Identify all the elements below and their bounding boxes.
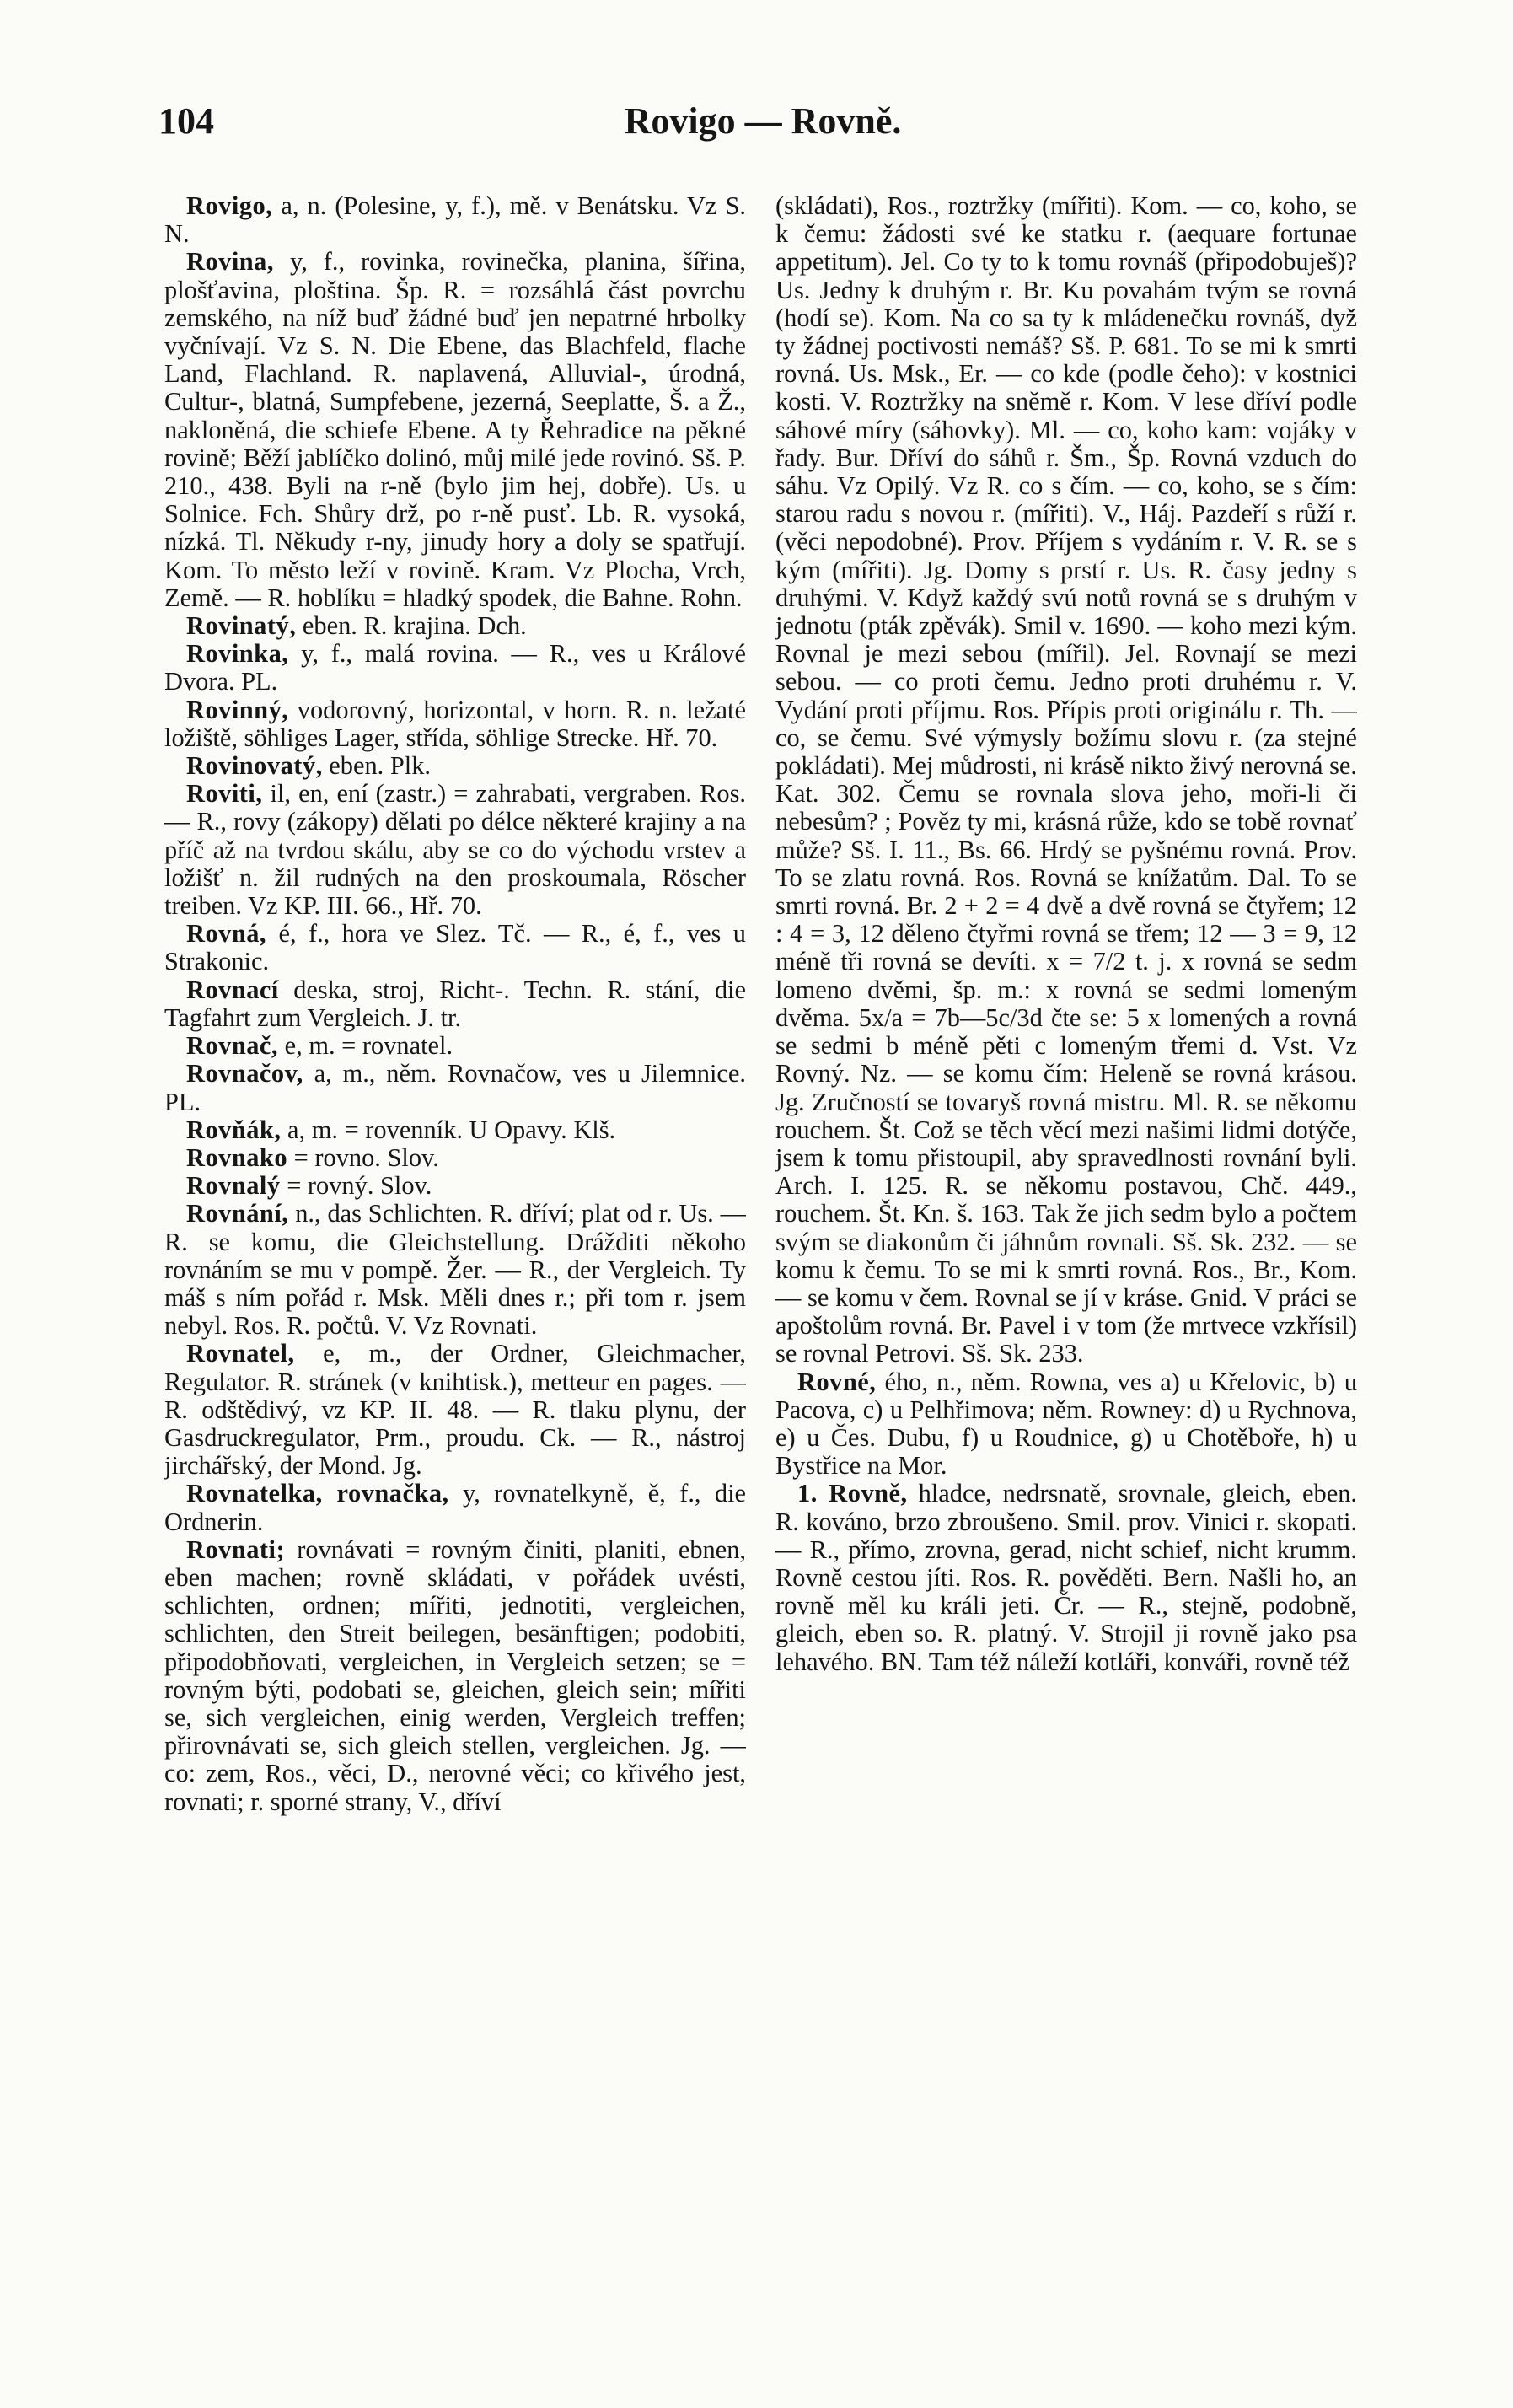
entry-headword: Rovnatelka, rovnačka,	[186, 1479, 449, 1508]
entry-text: (skládati), Ros., roztržky (mířiti). Kom. — co, koho, se k čemu: žádosti své ke statku r. (aequare fortunae appetitum). Jel. Co ty to k tomu rovnáš (připodobuješ)? Us. Jedny k druhým r. Br. Ku povahám tvým se rovná (hodí se). Kom. Na co sa ty k mládenečku rovnáš, dyž ty žádnej poctivosti nemáš? Sš. P. 681. To se mi k smrti rovná. Us. Msk., Er. — co kde (podle čeho): v kostnici kosti. V. Roztržky na sněmě r. Kom. V lese dříví podle sáhové míry (sáhovky). Ml. — co, koho kam: vojáky v řady. Bur. Dříví do sáhů r. Šm., Šp. Rovná vzduch do sáhu. Vz Opilý. Vz R. co s čím. — co, koho, se s čím: starou radu s novou r. (mířiti). V., Háj. Pazdeří s růží r. (věci nepodobné). Prov. Příjem s vydáním r. V. R. se s kým (mířiti). Jg. Domy s prstí r. Us. R. časy jedny s druhými. V. Když každý svú notů rovná se s druhým v jednotu (pták zpěvák). Smil v. 1690. — koho mezi kým. Rovnal je mezi sebou (mířil). Jel. Rovnají se mezi sebou. — co proti čemu. Jedno proti druhému r. V. Vydání proti příjmu. Ros. Přípis proti originálu r. Th. — co, se čemu. Své výmysly božímu slovu r. (za stejné pokládati). Mej můdrosti, ni krásě nikto živý nerovná se. Kat. 302. Čemu se rovnala slova jeho, moři-li či nebesům? ; Pověz ty mi, krásná růže, kdo se tobě rovnať může? Sš. I. 11., Bs. 66. Hrdý se pyšnému rovná. Prov. To se zlatu rovná. Ros. Rovná se knížatům. Dal. To se smrti rovná. Br. 2 + 2 = 4 dvě a dvě rovná se čtyřem; 12 : 4 = 3, 12 děleno čtyřmi rovná se třem; 12 — 3 = 9, 12 méně tři rovná se devíti. x = 7/2 t. j. x rovná se sedm lomeno dvěmi, šp. m.: x rovná se sedmi lomeným dvěma. 5x/a = 7b—5c/3d čte se: 5 x lomených a rovná se sedmi b méně pěti c lomeným třemi d. Vst. Vz Rovný. Nz. — se komu čím: Heleně se rovná krásou. Jg. Zručností se tovaryš rovná mistru. Ml. R. se někomu rouchem. Št. Což se těch věcí mezi našimi lidmi dotýče, jsem k tomu přistoupil, aby spravedlnosti rovnání byli. Arch. I. 125. R. se někomu postavou, Chč. 449., rouchem. Št. Kn. š. 163. Tak že jich sedm bylo a počtem svým se diakonům či jáhnům rovnali. Sš. Sk. 232. — se komu k čemu. To se mi k smrti rovná. Ros., Br., Kom. — se komu v čem. Rovnal se jí v kráse. Gnid. V práci se apoštolům rovná. Br. Pavel i v tom (že mrtvece vzkřísil) se rovnal Petrovi. Sš. Sk. 233.	[775, 192, 1357, 1368]
entry-headword: Rovnako	[186, 1142, 288, 1172]
entry-text: eben. Plk.	[329, 751, 431, 781]
entry-text: a, n. (Polesine, y, f.), mě. v Benátsku. Vz S. N.	[164, 192, 746, 249]
dictionary-entry	[164, 1060, 746, 1115]
dictionary-entry	[164, 696, 746, 752]
dictionary-entry	[164, 780, 746, 920]
page-number: 104	[158, 100, 214, 142]
dictionary-entry	[775, 1480, 1357, 1675]
entry-text: hladce, nedrsnatě, srovnale, gleich, eben. R. kováno, brzo zbroušeno. Smil. prov. Vinici r. skopati. — R., přímo, zrovna, gerad, nicht schief, nicht krumm. Rovně cestou jíti. Ros. R. pověděti. Bern. Našli ho, an rovně měl ku králi jeti. Čr. — R., stejně, podobně, gleich, eben so. R. platný. V. Strojil ji rovně jako psa lehavého. BN. Tam též náleží kotláři, konváři, rovně též	[775, 1479, 1357, 1676]
entry-text: = rovný. Slov.	[287, 1171, 432, 1201]
dictionary-entry	[164, 1340, 746, 1480]
entry-headword: Rovňák,	[186, 1115, 282, 1144]
dictionary-entry	[164, 1172, 746, 1200]
dictionary-entry	[164, 1200, 746, 1340]
dictionary-entry	[164, 1116, 746, 1144]
entry-text: a, m., něm. Rovnačow, ves u Jilemnice. PL.	[164, 1059, 746, 1116]
dictionary-entry	[775, 192, 1357, 1368]
entry-headword: Rovinka,	[186, 639, 289, 669]
dictionary-entry	[164, 920, 746, 976]
entry-headword: Rovnací	[186, 975, 279, 1004]
entry-text: = rovno. Slov.	[293, 1142, 439, 1172]
dictionary-entry	[164, 192, 746, 248]
entry-headword: Rovnání,	[186, 1199, 289, 1228]
entry-text: e, m., der Ordner, Gleichmacher, Regulator. R. stránek (v knihtisk.), metteur en pages. — R. odštědivý, vz KP. II. 48. — R. tlaku plynu, der Gasdruckregulator, Prm., proudu. Ck. — R., nástroj jirchářský, der Mond. Jg.	[164, 1339, 746, 1481]
entry-headword: Rovnalý	[186, 1171, 281, 1201]
entry-text: a, m. = rovenník. U Opavy. Klš.	[287, 1115, 616, 1144]
entry-text: il, en, ení (zastr.) = zahrabati, vergraben. Ros. — R., rovy (zákopy) dělati po délce některé krajiny a na příč až na tvrdou skálu, aby se co do východu vrstev a ložišť n. žil rudných na den proskoumala, Röscher treiben. Vz KP. III. 66., Hř. 70.	[164, 779, 746, 921]
entry-headword: Rovnač,	[186, 1031, 279, 1061]
entry-headword: Rovinný,	[186, 695, 289, 724]
entry-text: eben. R. krajina. Dch.	[302, 611, 527, 641]
dictionary-entry	[775, 1368, 1357, 1481]
right-column	[775, 192, 1357, 2384]
entry-text: é, f., hora ve Slez. Tč. — R., é, f., ves u Strakonic.	[164, 919, 746, 976]
entry-headword: Rovinovatý,	[186, 751, 323, 781]
dictionary-entry	[164, 640, 746, 696]
dictionary-entry	[164, 1480, 746, 1535]
entry-headword: Rovigo,	[186, 192, 273, 220]
entry-headword: Rovnatel,	[186, 1339, 295, 1368]
entry-text: y, f., malá rovina. — R., ves u Králové Dvora. PL.	[164, 639, 746, 696]
dictionary-entry	[164, 612, 746, 640]
dictionary-entry	[164, 976, 746, 1032]
entry-headword: Rovnati;	[186, 1535, 286, 1564]
entry-headword: Rovinatý,	[186, 611, 297, 641]
dictionary-entry	[164, 248, 746, 612]
entry-headword: Rovina,	[186, 247, 274, 277]
running-title: Rovigo — Rovně.	[624, 100, 902, 142]
dictionary-entry	[164, 1144, 746, 1172]
entry-text: ého, n., něm. Rowna, ves a) u Křelovic, b) u Pacova, c) u Pelhřimova; něm. Rowney: d) u Rychnova, e) u Čes. Dubu, f) u Roudnice, g) u Chotěboře, h) u Bystřice na Mor.	[775, 1367, 1357, 1481]
entry-text: deska, stroj, Richt-. Techn. R. stání, die Tagfahrt zum Vergleich. J. tr.	[164, 975, 746, 1032]
entry-text: y, rovnatelkyně, ě, f., die Ordnerin.	[164, 1479, 746, 1536]
page-header	[152, 99, 1374, 150]
dictionary-entry	[164, 1032, 746, 1060]
dictionary-entry	[164, 752, 746, 780]
entry-headword: Roviti,	[186, 779, 263, 809]
left-column	[164, 192, 746, 2384]
entry-text: rovnávati = rovným činiti, planiti, ebnen, eben machen; rovně skládati, v pořádek uvésti, schlichten, ordnen; mířiti, jednotiti, vergleichen, schlichten, den Streit beilegen, besänftigen; podobiti, připodobňovati, vergleichen, in Vergleich setzen; se = rovným býti, podobati se, gleichen, gleich sein; mířiti se, sich vergleichen, einig werden, Vergleich treffen; přirovnávati se, sich gleich stellen, vergleichen. Jg. — co: zem, Ros., věci, D., nerovné věci; co křivého jest, rovnati; r. sporné strany, V., dříví	[164, 1535, 746, 1816]
entry-headword: Rovnačov,	[186, 1059, 303, 1088]
entry-text: n., das Schlichten. R. dříví; plat od r. Us. — R. se komu, die Gleichstellung. Drážditi někoho rovnáním se mu v pompě. Žer. — R., der Vergleich. Ty máš s ním pořád r. Msk. Měli dnes r.; při tom r. jsem nebyl. Ros. R. počtů. V. Vz Rovnati.	[164, 1199, 746, 1341]
entry-text: e, m. = rovnatel.	[284, 1031, 453, 1061]
entry-text: y, f., rovinka, rovinečka, planina, šířina, plošťavina, ploština. Šp. R. = rozsáhlá část povrchu zemského, na níž buď žádné buď jen nepatrné hrbolky vyčnívají. Vz S. N. Die Ebene, das Blachfeld, flache Land, Flachland. R. naplavená, Alluvial-, úrodná, Cultur-, blatná, Sumpfebene, jezerná, Seeplatte, Š. a Ž., nakloněná, die schiefe Ebene. A ty Řehradice na pěkné rovině; Běží jablíčko dolinó, můj milé jede rovinó. Sš. P. 210., 438. Byli na r-ně (bylo jim hej, dobře). Us. u Solnice. Fch. Shůry drž, po r-ně pusť. Lb. R. vysoká, nízká. Tl. Někudy r-ny, jinudy hory a doly se spatřují. Kom. To město leží v rovině. Kram. Vz Plocha, Vrch, Země. — R. hoblíku = hladký spodek, die Bahne. Rohn.	[164, 247, 746, 612]
entry-headword: Rovné,	[797, 1367, 877, 1396]
entry-headword: 1. Rovně,	[797, 1479, 908, 1508]
entry-headword: Rovná,	[186, 919, 267, 949]
dictionary-entry	[164, 1536, 746, 1816]
entry-text: vodorovný, horizontal, v horn. R. n. ležaté ložiště, söhliges Lager, střída, söhlige Strecke. Hř. 70.	[164, 695, 746, 752]
